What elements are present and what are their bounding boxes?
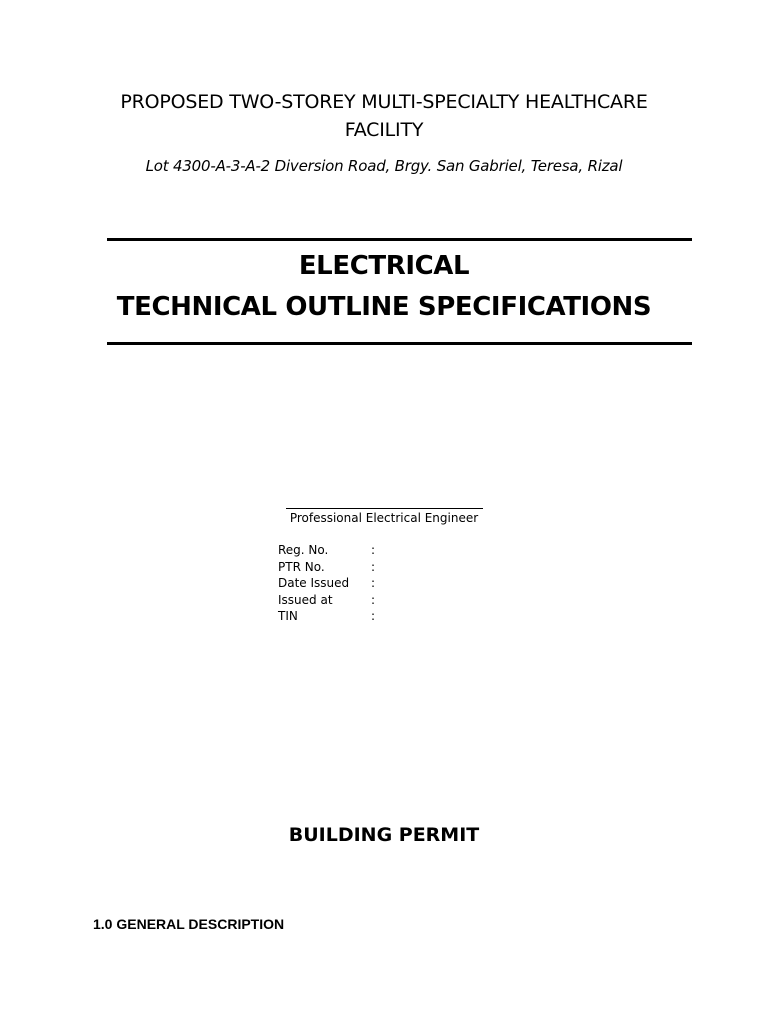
credential-separator: :: [371, 559, 376, 574]
credential-separator: :: [371, 576, 376, 590]
credential-row-issued-at: [278, 592, 478, 609]
title-rule-top: [107, 238, 692, 241]
project-location: Lot 4300-A-3-A-2 Diversion Road, Brgy. San Gabriel, Teresa, Rizal: [145, 157, 623, 175]
credential-label: Reg. No.: [278, 543, 329, 557]
signature-line: [286, 508, 483, 509]
credential-row-ptr-no: [278, 559, 478, 576]
section-heading-general-description: 1.0 GENERAL DESCRIPTION: [93, 916, 285, 932]
project-title-line-2: FACILITY: [344, 119, 424, 141]
document-title-line-1: ELECTRICAL: [298, 251, 470, 281]
credential-label: Issued at: [278, 592, 333, 607]
credential-label: TIN: [278, 609, 298, 623]
building-permit-heading: BUILDING PERMIT: [288, 824, 480, 846]
credential-row-reg-no: [278, 542, 478, 559]
signature-caption: Professional Electrical Engineer: [289, 511, 479, 525]
document-title-line-2: TECHNICAL OUTLINE SPECIFICATIONS: [116, 292, 652, 322]
credential-label: Date Issued: [278, 576, 350, 590]
credential-separator: :: [371, 543, 376, 557]
credential-separator: :: [371, 592, 376, 607]
credential-row-date-issued: [278, 575, 478, 592]
title-rule-bottom: [107, 342, 692, 345]
credential-separator: :: [371, 609, 376, 623]
project-title-line-1: PROPOSED TWO-STOREY MULTI-SPECIALTY HEALTHCARE: [120, 91, 648, 113]
engineer-credentials: [278, 542, 478, 625]
project-title: [100, 88, 668, 144]
credential-row-tin: [278, 608, 478, 625]
credential-label: PTR No.: [278, 559, 325, 574]
